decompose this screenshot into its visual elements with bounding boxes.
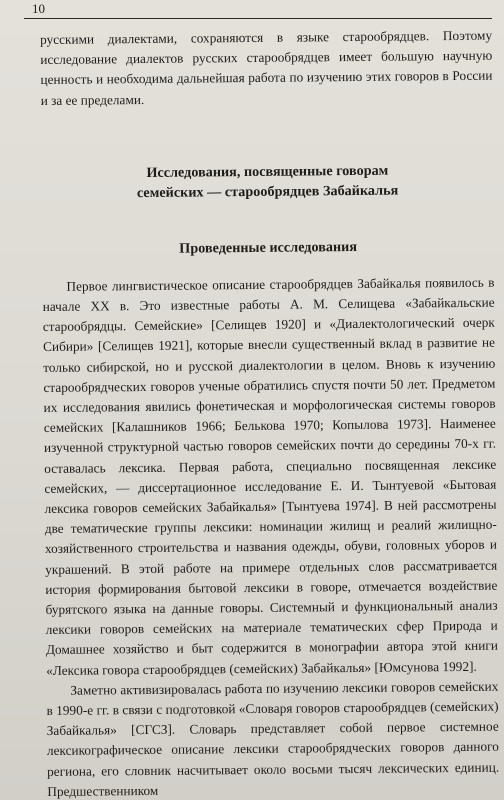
subsection-heading: Проведенные исследования — [179, 238, 358, 257]
page-number: 10 — [32, 1, 45, 16]
intro-paragraph: русскими диалектами, сохраняются в языке старообрядцев. Поэтому исследование диалектов русских старообрядцев имеет большую научную ценность и необходима дальнейшая работа по изучению этих говоров в России и за ее пределами. — [40, 27, 493, 108]
running-header — [24, 0, 492, 19]
body-paragraph-1: Первое лингвистическое описание старообрядцев Забайкалья появилось в начале XX в. Это известные работы А. М. Селищева «Забайкальские старообрядцы. Семейские» [Селищев 1920] и «Диалектологический очерк Сибири» [Селищев 1921], которые внесли существенный вклад в развитие не только сибирской, но и русской диалектологии в целом. Вновь к изучению старообрядческих говоров ученые обратились спустя почти 50 лет. Предметом их исследования явились фонетическая и морфологическая системы говоров семейских [Калашников 1966; Белькова 1970; Копылова 1973]. Наименее изученной структурной частью говоров семейских почти до середины 70-х гг. оставалась лексика. Первая работа, специально посвященная лексике семейских, — диссертационное исследование Е. И. Тынтуевой «Бытовая лексика говоров семейских Забайкалья» [Тынтуева 1974]. В ней рассмотрены две тематические группы лексики: номинации жилищ и реалий жилищно-хозяйственного строительства и названия одежды, обуви, головных уборов и украшений. В этой работе на примере отдельных слов рассматривается история формирования бытовой лексики в говоре, отмечается воздействие бурятского языка на данные говоры. Системный и функциональный анализ лексики говоров семейских на материале тематических сфер Природа и Домашнее хозяйство и быт содержится в монографии автора этой книги «Лексика говора старообрядцев (семейских) Забайкалья» [Юмсунова 1992]. — [42, 274, 499, 678]
section-heading-line1: Исследования, посвященные говорам — [146, 162, 389, 181]
body-paragraph-2: Заметно активизировалась работа по изучению лексики говоров семейских в 1990-е гг. в связи с подготовкой «Словаря говоров старообрядцев (семейских) Забайкалья» [СГСЗ]. Словарь представляет собой первое системное лексикографическое описание лексики старообрядческих говоров данного региона, его словник насчитывает около восьми тысяч лексических единиц. Предшественником — [46, 678, 500, 799]
section-heading-line2: семейских — старообрядцев Забайкалья — [136, 182, 399, 201]
section-heading — [41, 159, 493, 203]
page-body — [40, 26, 499, 800]
